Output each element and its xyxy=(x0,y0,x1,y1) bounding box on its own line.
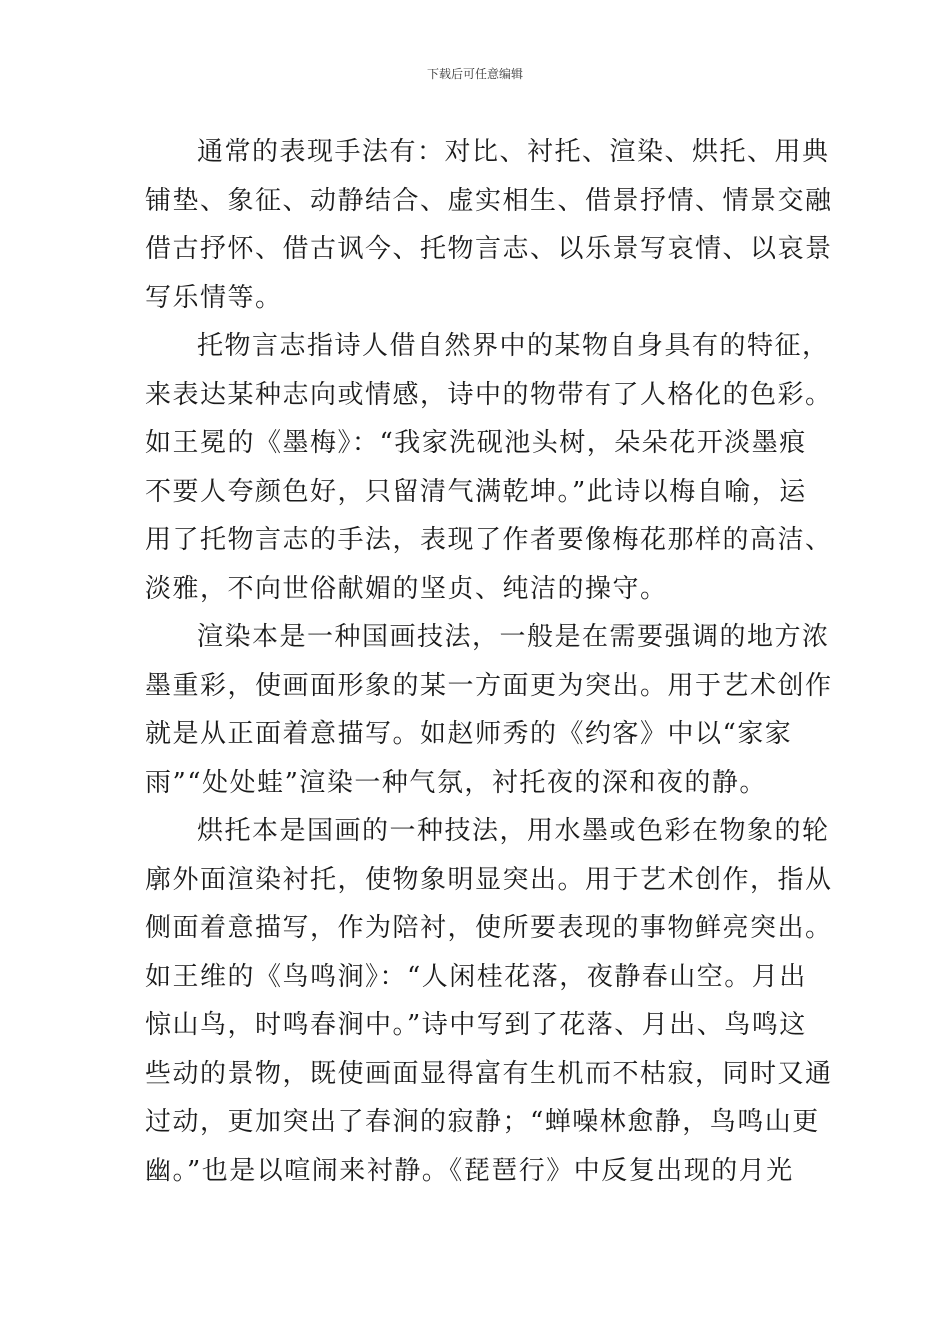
text-line: 幽。”也是以喧闹来衬静。《琵琶行》中反复出现的月光 xyxy=(145,1155,794,1186)
text-line: 侧面着意描写，作为陪衬，使所要表现的事物鲜亮突出。 xyxy=(145,913,833,943)
text-line: 托物言志指诗人借自然界中的某物自身具有的特征， xyxy=(197,331,830,361)
text-line: 不要人夸颜色好，只留清气满乾坤。”此诗以梅自喻，运 xyxy=(145,476,807,507)
document-body xyxy=(145,128,833,1195)
page-header: 下载后可任意编辑 xyxy=(426,67,523,81)
text-line: 渲染本是一种国画技法，一般是在需要强调的地方浓 xyxy=(197,622,830,652)
text-line: 来表达某种志向或情感，诗中的物带有了人格化的色彩。 xyxy=(145,379,833,410)
text-line: 如王冕的《墨梅》：“我家洗砚池头树，朵朵花开淡墨痕 xyxy=(145,428,807,458)
text-line: 写乐情等。 xyxy=(145,282,283,313)
text-line: 通常的表现手法有：对比、衬托、渲染、烘托、用典 xyxy=(197,137,830,167)
text-line: 用了托物言志的手法，表现了作者要像梅花那样的高洁、 xyxy=(145,525,833,555)
text-line: 惊山鸟，时鸣春涧中。”诗中写到了花落、月出、鸟鸣这 xyxy=(145,1010,807,1040)
text-line: 雨”“处处蛙”渲染一种气氛，衬托夜的深和夜的静。 xyxy=(145,767,767,798)
text-line: 些动的景物，既使画面显得富有生机而不枯寂，同时又通 xyxy=(145,1058,833,1089)
text-line: 如王维的《鸟鸣涧》：“人闲桂花落，夜静春山空。月出 xyxy=(145,961,807,992)
text-line: 墨重彩，使画面形象的某一方面更为突出。用于艺术创作 xyxy=(145,670,833,701)
text-line: 铺垫、象征、动静结合、虚实相生、借景抒情、情景交融 xyxy=(145,185,833,216)
text-line: 廓外面渲染衬托，使物象明显突出。用于艺术创作，指从 xyxy=(145,864,833,895)
text-line: 烘托本是国画的一种技法，用水墨或色彩在物象的轮 xyxy=(197,816,830,846)
text-line: 借古抒怀、借古讽今、托物言志、以乐景写哀情、以哀景 xyxy=(145,234,833,264)
text-line: 就是从正面着意描写。如赵师秀的《约客》中以“家家 xyxy=(145,719,793,749)
text-line: 淡雅，不向世俗献媚的坚贞、纯洁的操守。 xyxy=(145,573,668,604)
text-line: 过动，更加突出了春涧的寂静；“蝉噪林愈静，鸟鸣山更 xyxy=(145,1107,820,1137)
